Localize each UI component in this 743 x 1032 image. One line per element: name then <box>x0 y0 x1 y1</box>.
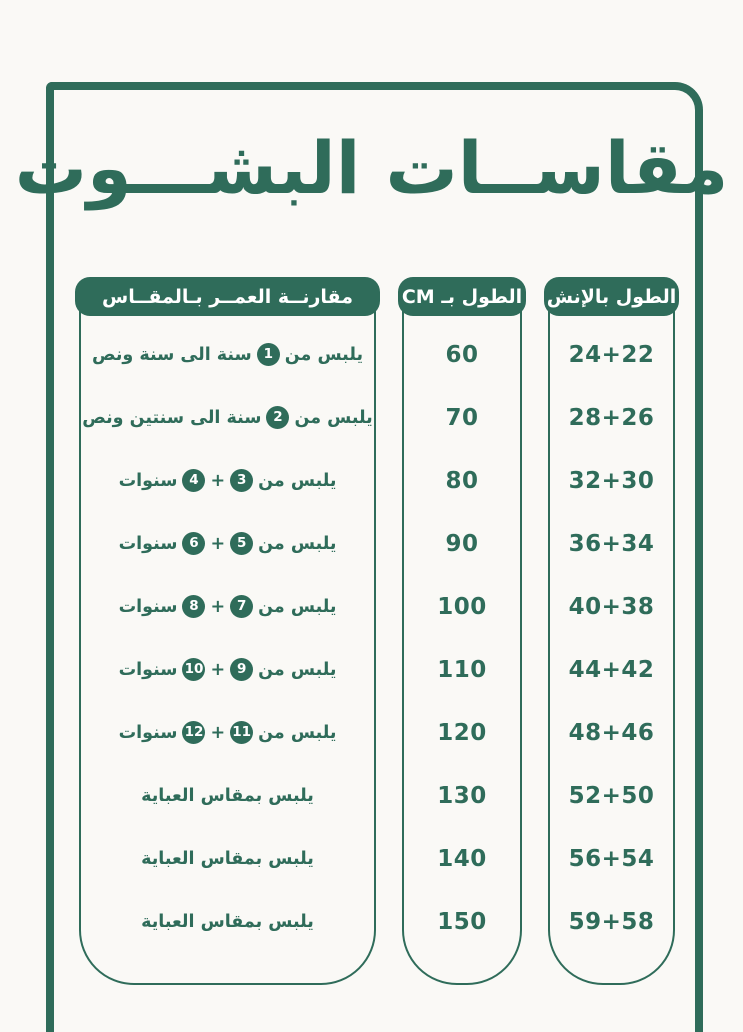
table-row <box>552 386 671 449</box>
table-row <box>406 827 518 890</box>
inches-value: 24+22 <box>568 341 655 368</box>
column-header-age-label: مقارنــة العمــر بـالمقــاس <box>102 285 353 308</box>
age-number-badge: 1 <box>257 343 280 366</box>
age-number-badge: 9 <box>230 658 253 681</box>
age-number-badge: 3 <box>230 469 253 492</box>
table-row <box>406 764 518 827</box>
age-number-badge: 6 <box>182 532 205 555</box>
age-number-badge: 10 <box>182 658 205 681</box>
cm-value: 80 <box>445 467 479 494</box>
table-row <box>552 890 671 953</box>
page-title: مقاســات البشـــوت <box>14 126 729 210</box>
column-inches <box>544 277 679 985</box>
age-text: يلبس من <box>284 344 364 365</box>
table-row <box>406 386 518 449</box>
age-text: يلبس بمقاس العباية <box>141 911 314 932</box>
cm-value: 140 <box>437 845 487 872</box>
age-number-badge: 12 <box>182 721 205 744</box>
table-row <box>406 575 518 638</box>
age-text: سنوات <box>118 596 178 617</box>
age-text: يلبس بمقاس العباية <box>141 785 314 806</box>
age-text: + <box>210 659 226 680</box>
age-text: سنوات <box>118 470 178 491</box>
column-header-inches-label: الطول بالإنش <box>546 285 677 308</box>
table-row <box>406 638 518 701</box>
table-row <box>406 449 518 512</box>
age-text: يلبس من <box>294 407 373 428</box>
age-text: + <box>210 533 226 554</box>
age-text: سنوات <box>118 659 178 680</box>
age-text: + <box>210 722 226 743</box>
cm-value: 150 <box>437 908 487 935</box>
table-row <box>406 890 518 953</box>
cm-values-box <box>402 297 522 985</box>
age-text: + <box>210 596 226 617</box>
age-number-badge: 8 <box>182 595 205 618</box>
table-row <box>83 764 372 827</box>
table-row <box>83 827 372 890</box>
age-number-badge: 11 <box>230 721 253 744</box>
table-row <box>83 701 372 764</box>
age-text: سنوات <box>118 533 178 554</box>
age-text: يلبس من <box>258 722 337 743</box>
table-row <box>552 449 671 512</box>
cm-value: 110 <box>437 656 487 683</box>
inches-values-box <box>548 297 675 985</box>
age-text: يلبس بمقاس العباية <box>141 848 314 869</box>
table-row <box>83 386 372 449</box>
table-row <box>83 323 372 386</box>
inches-value: 48+46 <box>568 719 655 746</box>
cm-value: 60 <box>445 341 479 368</box>
column-header-age <box>75 277 380 316</box>
cm-value: 120 <box>437 719 487 746</box>
age-text: سنوات <box>118 722 178 743</box>
table-row <box>406 323 518 386</box>
inches-value: 40+38 <box>568 593 655 620</box>
table-row <box>83 449 372 512</box>
table-row <box>83 638 372 701</box>
cm-value: 70 <box>445 404 479 431</box>
table-row <box>83 575 372 638</box>
age-text: يلبس من <box>258 596 337 617</box>
table-row <box>552 512 671 575</box>
inches-value: 36+34 <box>568 530 655 557</box>
column-header-cm <box>398 277 526 316</box>
age-number-badge: 2 <box>266 406 289 429</box>
table-row <box>406 512 518 575</box>
age-number-badge: 5 <box>230 532 253 555</box>
age-text: يلبس من <box>258 470 337 491</box>
table-row <box>83 890 372 953</box>
inches-value: 52+50 <box>568 782 655 809</box>
table-row <box>552 323 671 386</box>
table-row <box>552 575 671 638</box>
cm-value: 90 <box>445 530 479 557</box>
inches-value: 32+30 <box>568 467 655 494</box>
cm-value: 100 <box>437 593 487 620</box>
inches-value: 59+58 <box>568 908 655 935</box>
column-header-cm-label: الطول بـ CM <box>401 285 523 308</box>
table-row <box>552 764 671 827</box>
table-row <box>406 701 518 764</box>
age-values-box <box>79 297 376 985</box>
column-header-inches <box>544 277 679 316</box>
inches-value: 28+26 <box>568 404 655 431</box>
table-row <box>552 638 671 701</box>
age-text: + <box>210 470 226 491</box>
age-text: سنة الى سنتين ونص <box>82 407 262 428</box>
age-text: يلبس من <box>258 533 337 554</box>
table-row <box>83 512 372 575</box>
age-number-badge: 7 <box>230 595 253 618</box>
age-text: يلبس من <box>258 659 337 680</box>
cm-value: 130 <box>437 782 487 809</box>
table-row <box>552 827 671 890</box>
column-age <box>75 277 380 985</box>
table-row <box>552 701 671 764</box>
age-number-badge: 4 <box>182 469 205 492</box>
inches-value: 56+54 <box>568 845 655 872</box>
age-text: سنة الى سنة ونص <box>91 344 252 365</box>
inches-value: 44+42 <box>568 656 655 683</box>
column-cm <box>398 277 526 985</box>
